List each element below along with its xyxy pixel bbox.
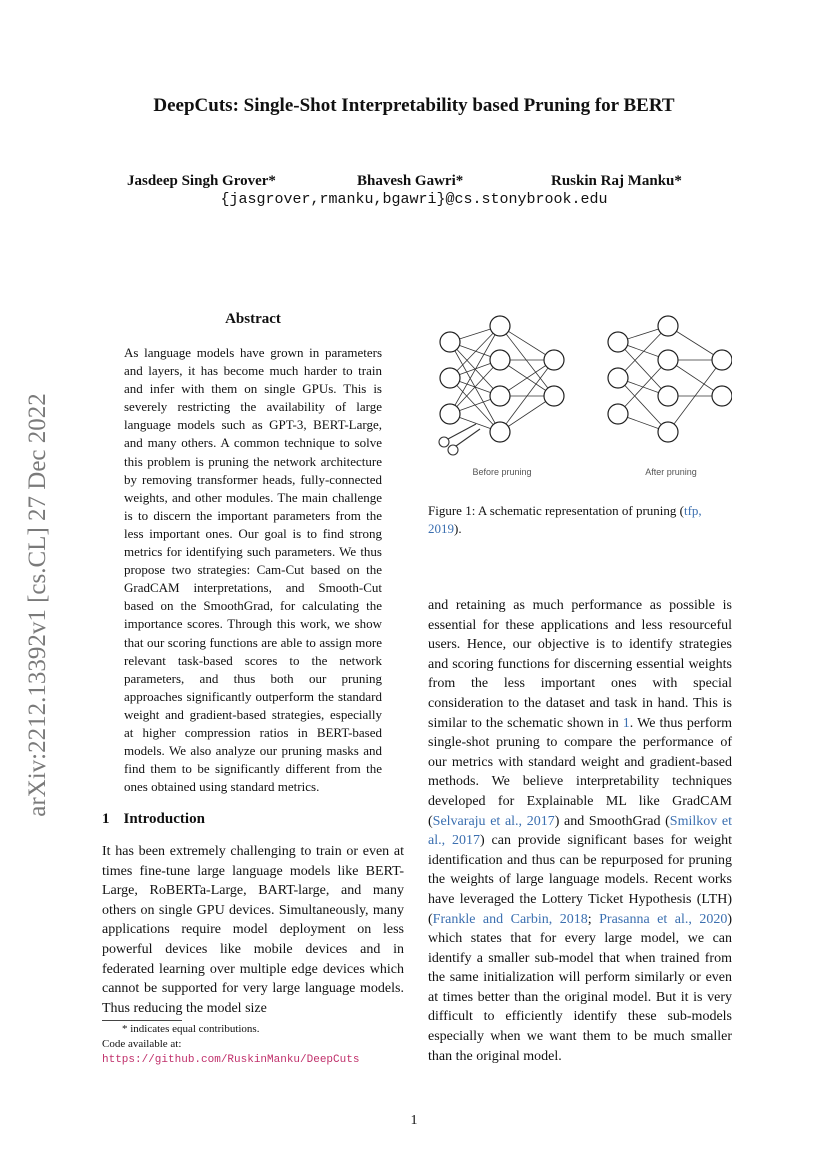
arxiv-identifier: arXiv:2212.13392v1 [cs.CL] 27 Dec 2022 bbox=[24, 393, 51, 817]
after-network-edges bbox=[618, 326, 722, 432]
section-number: 1 bbox=[102, 811, 110, 827]
paragraph-part-4: ) can provide significant bases for weight identification and thus can be repurposed for pruning the weights of large language models. Recent works have leveraged the Lottery Ticket Hypothesis (LTH) ( bbox=[428, 833, 732, 927]
paragraph-part-2: . We thus perform single-shot pruning to compare the performance of our metrics with standard weight and gradient-based methods. We believe interpretability techniques developed for Explainable ML like GradCAM ( bbox=[428, 715, 733, 829]
caption-end: ). bbox=[454, 520, 462, 536]
code-link[interactable]: https://github.com/RuskinManku/DeepCuts bbox=[102, 1054, 360, 1066]
after-network-nodes bbox=[608, 316, 732, 442]
citation-separator: ; bbox=[587, 911, 600, 927]
introduction-continued-text bbox=[428, 596, 732, 1066]
section-title: Introduction bbox=[123, 811, 205, 827]
before-network-edges bbox=[450, 326, 554, 432]
section-heading-introduction bbox=[102, 811, 205, 828]
author-emails: {jasgrover,rmanku,bgawri}@cs.stonybrook.edu bbox=[220, 191, 608, 208]
footnote-rule bbox=[102, 1020, 182, 1021]
paragraph-part-5: ) which states that for every large model, we can identify a smaller sub-model that when trained from the same initialization will perform similarly or even at times better than the original model. But it is very difficult to efficiently identify these sub-models especially when we want them to be much smaller than the original model. bbox=[428, 911, 733, 1064]
abstract-heading: Abstract bbox=[225, 311, 281, 327]
figure-ref-link[interactable]: 1 bbox=[622, 715, 630, 731]
paragraph-part-1: and retaining as much performance as possible is essential for these applications and less resourceful users. Hence, our objective is to identify strategies and scoring functions for discerning essential weights from the less important ones with special consideration to the dataset and task in hand. This is similar to the schematic shown in bbox=[428, 598, 732, 731]
author-3: Ruskin Raj Manku* bbox=[551, 173, 682, 189]
paragraph-part-3: ) and SmoothGrad ( bbox=[554, 813, 670, 829]
page-number: 1 bbox=[410, 1113, 418, 1128]
author-1: Jasdeep Singh Grover* bbox=[127, 173, 276, 189]
citation-selvaraju-link[interactable]: Selvaraju et al., 2017 bbox=[432, 813, 555, 829]
author-2: Bhavesh Gawri* bbox=[357, 173, 464, 189]
label-after-pruning: After pruning bbox=[645, 467, 697, 477]
scissors-icon bbox=[439, 424, 480, 455]
pruning-diagram bbox=[428, 312, 732, 482]
citation-frankle-link[interactable]: Frankle and Carbin, 2018 bbox=[432, 911, 588, 927]
paper-title: DeepCuts: Single-Shot Interpretability based Pruning for BERT bbox=[153, 95, 675, 116]
footnote-equal-contribution: * indicates equal contributions. bbox=[122, 1023, 260, 1035]
footnote-code bbox=[102, 1037, 406, 1068]
introduction-text: It has been extremely challenging to train or even at times fine-tune large language models like BERT-Large, RoBERTa-Large, BART-large, and many others on single GPU devices. Simultaneously, many applications require model deployment on less powerful devices like mobile devices and in federated learning over multiple edge devices which cannot be supported for very large language models. Thus reducing the model size bbox=[102, 844, 404, 1016]
abstract-text: As language models have grown in parameters and layers, it has become much harder to train and infer with them on single GPUs. This is severely restricting the availability of large language models such as GPT-3, BERT-Large, and many others. A common technique to solve this problem is pruning the network architecture by removing transformer heads, fully-connected weights, and other modules. The main challenge is to discern the important parameters from the less important ones. Our goal is to find strong metrics for identifying such parameters. We thus propose two strategies: Cam-Cut based on the GradCAM interpretations, and Smooth-Cut based on the SmoothGrad, for calculating the importance scores. Through this work, we show that our scoring functions are able to assign more relevant task-based scores to the network parameters, and thus both our pruning approaches significantly outperform the standard weight and gradient-based strategies, especially at higher compression ratios in BERT-based models. We also analyze our pruning masks and find them to be significantly different from the ones obtained using standard metrics. bbox=[124, 345, 382, 795]
caption-text: Figure 1: A schematic representation of pruning ( bbox=[428, 503, 684, 518]
citation-prasanna-link[interactable]: Prasanna et al., 2020 bbox=[599, 911, 728, 927]
citation-smilkov-link[interactable]: Smilkov et al., 2017 bbox=[428, 813, 732, 849]
caption-citation-link[interactable]: tfp, 2019 bbox=[428, 503, 702, 536]
figure-pruning-schematic bbox=[428, 312, 732, 482]
label-before-pruning: Before pruning bbox=[472, 467, 532, 477]
figure-caption bbox=[428, 502, 732, 537]
footnote-code-label: Code available at: bbox=[102, 1038, 182, 1050]
before-network-nodes bbox=[440, 316, 564, 442]
